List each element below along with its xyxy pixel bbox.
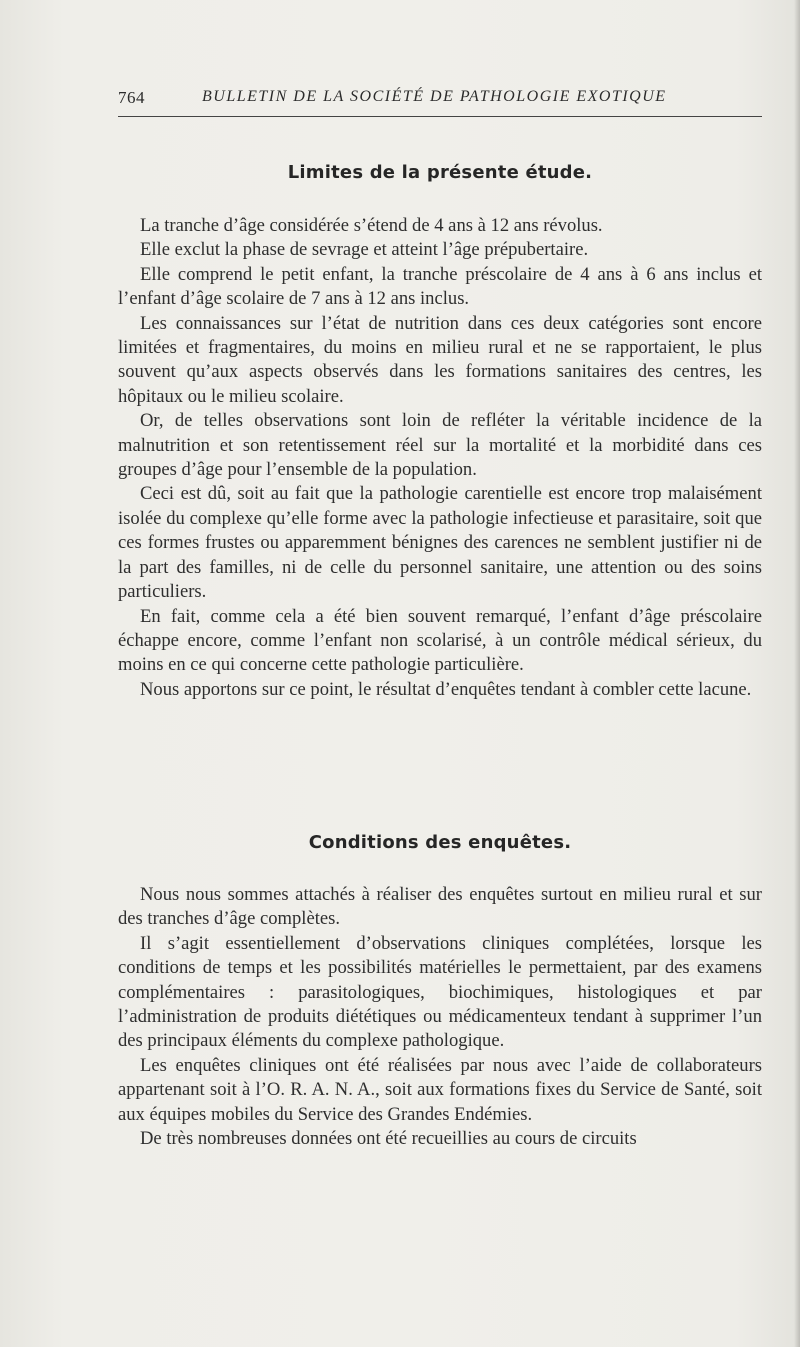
paragraph: Nous apportons sur ce point, le résultat d’enquêtes tendant à combler cette lacune.	[140, 678, 752, 700]
paragraph: En fait, comme cela a été bien souvent remarqué, l’enfant d’âge préscolaire échappe encore, comme l’enfant non scolarisé, à un contrôle médical sérieux, du moins en ce qui concerne cette pathologie particulière.	[118, 605, 762, 676]
header-rule	[118, 116, 762, 117]
journal-title: BULLETIN DE LA SOCIÉTÉ DE PATHOLOGIE EXOTIQUE	[202, 88, 667, 105]
paragraph: Elle comprend le petit enfant, la tranche préscolaire de 4 ans à 6 ans inclus et l’enfant d’âge scolaire de 7 ans à 12 ans inclus.	[118, 263, 762, 310]
paragraph: Elle exclut la phase de sevrage et atteint l’âge prépubertaire.	[140, 239, 589, 261]
section-body-conditions	[118, 883, 762, 1151]
page-number: 764	[118, 88, 145, 107]
paragraph: La tranche d’âge considérée s’étend de 4 ans à 12 ans révolus.	[140, 215, 603, 236]
running-head	[118, 86, 762, 112]
page-edge-shadow	[794, 0, 800, 1347]
paragraph: Les connaissances sur l’état de nutrition dans ces deux catégories sont encore limitées et fragmentaires, du moins en milieu rural et ne se rapportaient, le plus souvent qu’aux aspects observés dans les formations sanitaires des centres, les hôpitaux ou le milieu scolaire.	[118, 312, 762, 407]
paragraph: Il s’agit essentiellement d’observations cliniques complétées, lorsque les conditions de temps et les possibilités matérielles le permettaient, par des examens complémentaires : parasitologiques, biochimiques, histologiques et par l’administration de produits diététiques ou médicamenteux tendant à supprimer l’un des principaux éléments du complexe pathologique.	[118, 932, 762, 1052]
paragraph: Ceci est dû, soit au fait que la pathologie carentielle est encore trop malaisément isolée du complexe qu’elle forme avec la pathologie infectieuse et parasitaire, soit que ces formes frustes ou apparemment bénignes des carences ne semblent justifier ni de la part des familles, ni de celle du personnel sanitaire, une attention ou des soins particuliers.	[118, 483, 762, 603]
section-heading-conditions: Conditions des enquêtes.	[308, 832, 572, 853]
paragraph: Les enquêtes cliniques ont été réalisées par nous avec l’aide de collaborateurs appartenant soit à l’O. R. A. N. A., soit aux formations fixes du Service de Santé, soit aux équipes mobiles du Service des Grandes Endémies.	[118, 1054, 762, 1125]
paragraph: Or, de telles observations sont loin de refléter la véritable incidence de la malnutrition et son retentissement réel sur la mortalité et la morbidité dans ces groupes d’âge pour l’ensemble de la population.	[118, 410, 762, 481]
paragraph: Nous nous sommes attachés à réaliser des enquêtes surtout en milieu rural et sur des tranches d’âge complètes.	[118, 884, 762, 930]
section-body-limites	[118, 214, 762, 702]
paragraph: De très nombreuses données ont été recueillies au cours de circuits	[140, 1128, 637, 1150]
section-heading-limites: Limites de la présente étude.	[287, 162, 593, 183]
